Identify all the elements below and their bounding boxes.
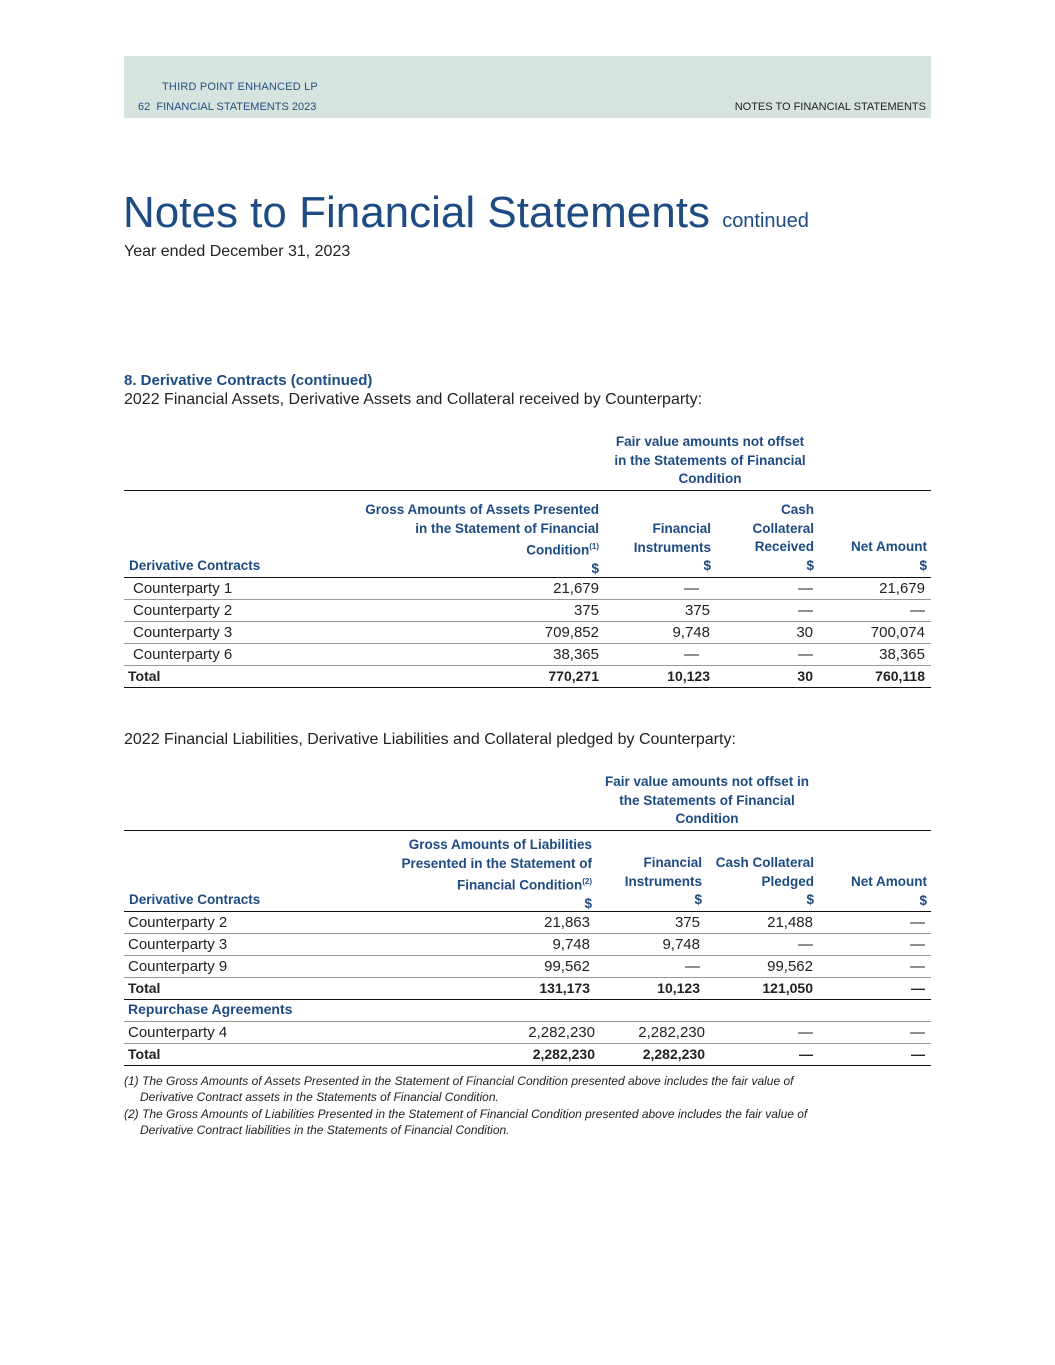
cell-cash: — [799,1046,813,1062]
assets-col-gross: Gross Amounts of Assets Presented in the Statement of Financial Condition$^{(1)}$ $ [365,502,599,576]
table-row [124,1022,931,1044]
cell-cash: 99,562 [767,958,813,975]
table-row [124,644,931,666]
cell-net: 21,679 [879,580,925,597]
total-row [124,977,931,999]
liabilities-col-cash: Cash Collateral Pledged $ [715,855,814,907]
cell-cash: — [798,936,813,953]
liabilities-col-contracts: Derivative Contracts [129,892,261,907]
assets-col-contracts: Derivative Contracts [129,558,261,573]
row-label: Counterparty 2 [128,914,228,931]
row-label: Counterparty 4 [128,1024,228,1041]
cell-financial: — [685,958,700,975]
cell-gross: 21,863 [544,914,590,931]
table-rule [124,830,931,831]
document-title: FINANCIAL STATEMENTS 2023 [156,101,317,113]
cell-net: — [910,1024,925,1041]
cell-net: 38,365 [879,646,925,663]
cell-net: 700,074 [870,624,925,641]
assets-table-intro: 2022 Financial Assets, Derivative Assets and Collateral received by Counterparty: [124,391,703,408]
row-label: Counterparty 1 [133,580,233,597]
cell-cash: 30 [797,668,813,684]
row-label: Total [128,1046,161,1062]
cell-net: — [910,602,925,619]
table-row [124,622,931,644]
section-label: NOTES TO FINANCIAL STATEMENTS [734,101,926,113]
liabilities-group-header: Fair value amounts not offset in the Statements of Financial Condition [604,774,810,826]
page-number: 62 [138,101,151,113]
cell-cash: — [798,602,813,619]
cell-net: — [911,980,925,996]
assets-col-financial: Financial Instruments $ [633,521,711,573]
title-continued: continued [722,210,809,232]
table-rule [124,1065,931,1066]
cell-net: — [910,914,925,931]
cell-gross: 2,282,230 [532,1046,595,1062]
cell-gross: 2,282,230 [528,1024,595,1041]
row-label: Counterparty 9 [128,958,228,975]
row-label: Counterparty 6 [133,646,233,663]
page-info [138,101,316,113]
cell-financial: — [684,580,699,597]
cell-financial: — [684,646,699,663]
cell-gross: 38,365 [553,646,599,663]
cell-financial: 2,282,230 [642,1046,705,1062]
footnote-1: (1) The Gross Amounts of Assets Presented in the Statement of Financial Condition presented above includes the fair value of Derivative Contract assets in the Statements of Financial Condition. [124,1074,794,1104]
assets-col-cash: Cash Collateral Received $ [752,502,814,573]
title-main: Notes to Financial Statements [123,188,710,237]
section-heading: 8. Derivative Contracts (continued) [124,372,373,389]
table-row [124,578,931,600]
cell-cash: 21,488 [767,914,813,931]
cell-gross: 99,562 [544,958,590,975]
row-label: Counterparty 3 [128,936,228,953]
cell-gross: 770,271 [548,668,599,684]
table-rule [124,490,931,491]
table-rule [124,687,931,688]
footnote-2: (2) The Gross Amounts of Liabilities Presented in the Statement of Financial Condition presented above includes the fair value of Derivative Contract liabilities in the Statements of Financial Condition. [124,1107,808,1137]
liabilities-table-intro: 2022 Financial Liabilities, Derivative Liabilities and Collateral pledged by Counterparty: [124,731,736,748]
cell-financial: 375 [684,602,710,619]
liabilities-col-gross: Gross Amounts of Liabilities Presented in the Statement of Financial Condition$^{(2)}$ $ [401,837,592,911]
table-row [124,956,931,978]
row-label: Total [128,668,161,684]
company-name: THIRD POINT ENHANCED LP [162,81,318,93]
row-label: Counterparty 3 [133,624,233,641]
cell-cash: 30 [796,624,813,641]
total-row [124,665,931,687]
cell-financial: 375 [674,914,700,931]
cell-gross: 131,173 [539,980,590,996]
repo-section-heading [124,1000,931,1022]
total-row [124,1043,931,1065]
cell-financial: 10,123 [657,980,700,996]
cell-financial: 9,748 [672,624,710,641]
liabilities-col-net: Net Amount $ [851,874,927,908]
page-header-band [124,56,931,118]
cell-net: 760,118 [875,668,925,684]
table-row [124,600,931,622]
cell-cash: — [798,580,813,597]
table-row [124,934,931,956]
cell-cash: — [798,1024,813,1041]
page-title [123,188,809,238]
cell-gross: 21,679 [553,580,599,597]
assets-col-net: Net Amount $ [851,539,927,573]
cell-cash: 121,050 [762,980,813,996]
assets-group-header: Fair value amounts not offset in the Statements of Financial Condition [614,434,806,486]
cell-financial: 9,748 [662,936,700,953]
cell-gross: 375 [573,602,599,619]
cell-net: — [910,936,925,953]
repo-heading: Repurchase Agreements [128,1001,293,1017]
cell-gross: 709,852 [544,624,599,641]
row-label: Counterparty 2 [133,602,233,619]
row-label: Total [128,980,161,996]
page-subtitle: Year ended December 31, 2023 [124,243,351,260]
cell-net: — [911,1046,925,1062]
table-row [124,912,931,934]
liabilities-col-financial: Financial Instruments $ [624,855,702,907]
cell-financial: 10,123 [667,668,710,684]
cell-gross: 9,748 [552,936,590,953]
cell-cash: — [798,646,813,663]
cell-financial: 2,282,230 [638,1024,705,1041]
cell-net: — [910,958,925,975]
